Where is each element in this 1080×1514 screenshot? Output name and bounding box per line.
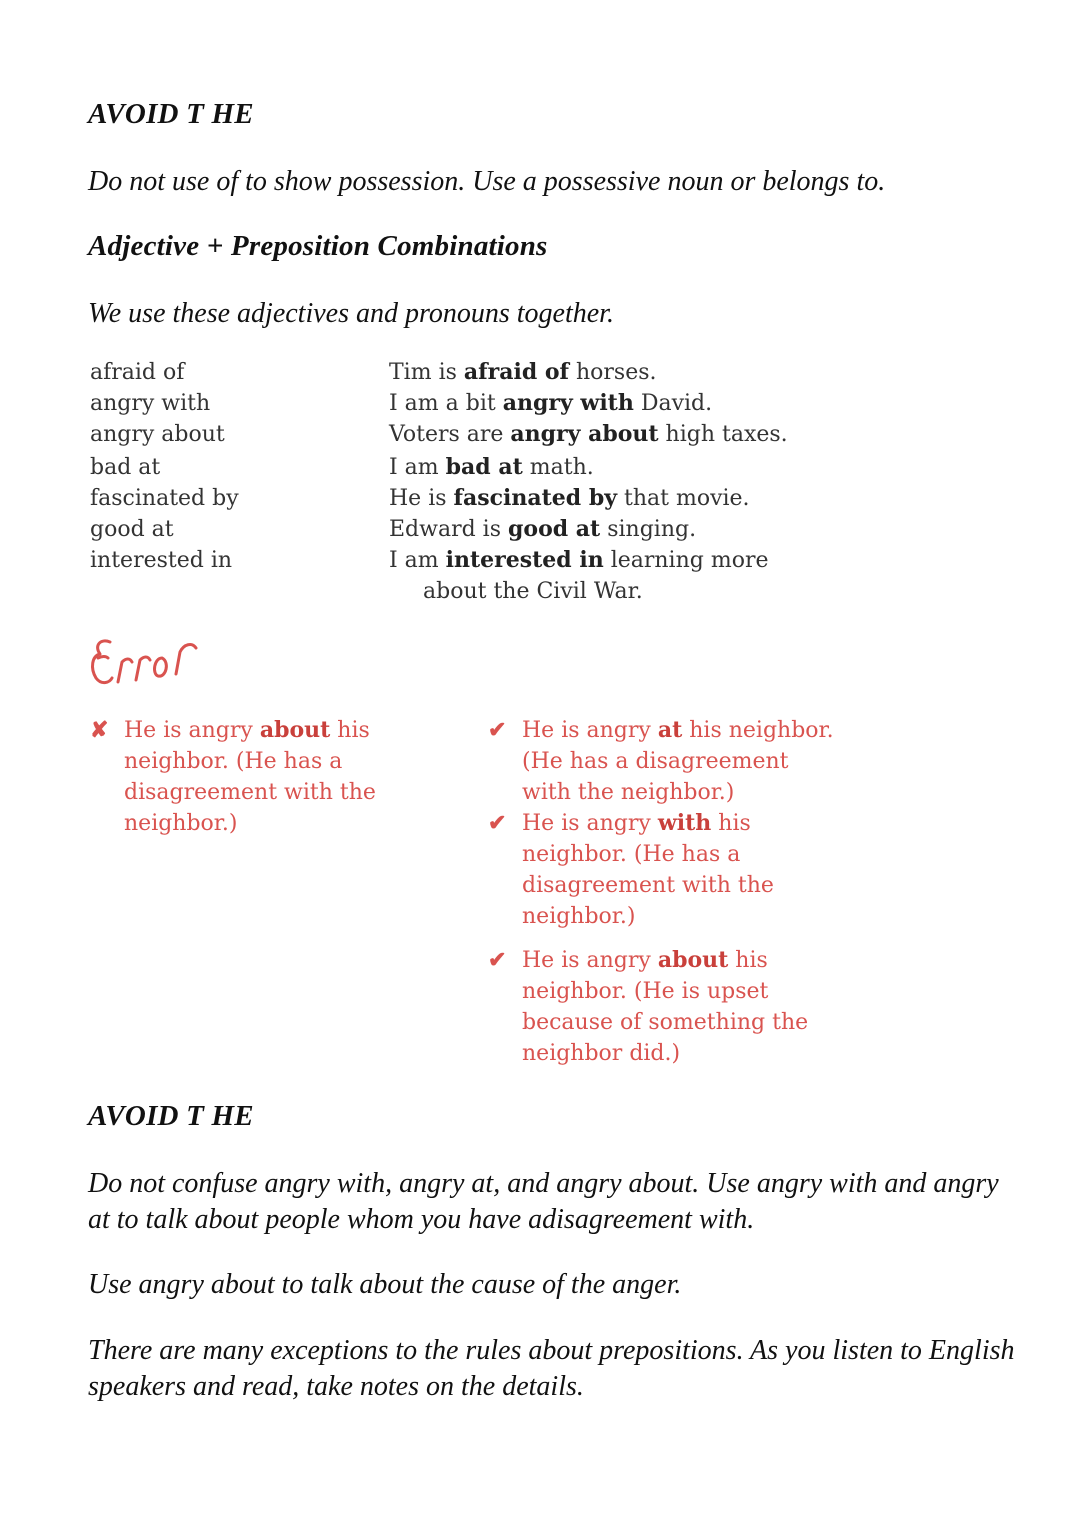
phrase-item: interested in (90, 548, 233, 573)
correct-example-line: with the neighbor.) (522, 780, 735, 805)
wrong-example-line: He is angry about his (124, 717, 370, 743)
wrong-example-line: neighbor. (He has a (124, 749, 343, 774)
correct-example-line: (He has a disagreement (522, 749, 789, 774)
avoid-heading-1: AVOID T HE (88, 98, 254, 130)
checkmark-icon: ✔ (488, 810, 507, 836)
correct-example-about (488, 945, 809, 1069)
combinations-heading: Adjective + Preposition Combinations (88, 230, 548, 262)
example-sentence: Edward is good at singing. (389, 516, 697, 542)
checkmark-icon: ✔ (488, 717, 507, 743)
example-sentence: I am a bit angry with David. (389, 390, 713, 416)
combinations-intro: We use these adjectives and pronouns together. (88, 298, 614, 329)
phrase-item: good at (90, 517, 174, 542)
correct-example-line: He is angry with his (522, 810, 751, 836)
error-title-handwritten (88, 628, 218, 692)
correct-example-with (488, 808, 774, 932)
wrong-example-line: disagreement with the (124, 780, 376, 805)
wrong-example-line: neighbor.) (124, 811, 238, 836)
example-sentence: I am interested in learning more (389, 547, 769, 573)
correct-example-line: neighbor. (He is upset (522, 979, 769, 1004)
correct-example-at (488, 715, 834, 808)
wrong-example (90, 715, 376, 839)
phrase-item: angry with (90, 391, 211, 416)
example-sentence: Voters are angry about high taxes. (389, 421, 788, 447)
cross-icon: ✘ (90, 717, 109, 743)
phrase-item: fascinated by (90, 486, 239, 511)
correct-example-line: neighbor did.) (522, 1041, 681, 1066)
phrase-list (90, 357, 239, 576)
correct-example-line: disagreement with the (522, 873, 774, 898)
correct-example-line: He is angry at his neighbor. (522, 717, 834, 743)
avoid-heading-2: AVOID T HE (88, 1100, 254, 1132)
angry-rule-text: Do not confuse angry with, angry at, and angry about. Use angry with and angry at to talk about people whom you have adisagreement with. (88, 1168, 999, 1235)
phrase-item: angry about (90, 422, 225, 447)
checkmark-icon: ✔ (488, 947, 507, 973)
possession-rule-text: Do not use of to show possession. Use a possessive noun or belongs to. (88, 166, 886, 197)
phrase-item: afraid of (90, 360, 185, 385)
example-sentence: Tim is afraid of horses. (389, 359, 657, 385)
correct-example-line: because of something the (522, 1010, 809, 1035)
exceptions-note-text: There are many exceptions to the rules about prepositions. As you listen to English speakers and read, take notes on the details. (88, 1335, 1015, 1402)
example-sentence-continuation: about the Civil War. (423, 579, 643, 604)
phrase-item: bad at (90, 455, 161, 480)
example-sentence: He is fascinated by that movie. (389, 485, 750, 511)
example-sentence: I am bad at math. (389, 454, 594, 480)
correct-example-line: neighbor.) (522, 904, 636, 929)
example-list (389, 357, 788, 607)
correct-example-line: neighbor. (He has a (522, 842, 741, 867)
angry-about-rule-text: Use angry about to talk about the cause of the anger. (88, 1269, 682, 1300)
correct-example-line: He is angry about his (522, 947, 768, 973)
